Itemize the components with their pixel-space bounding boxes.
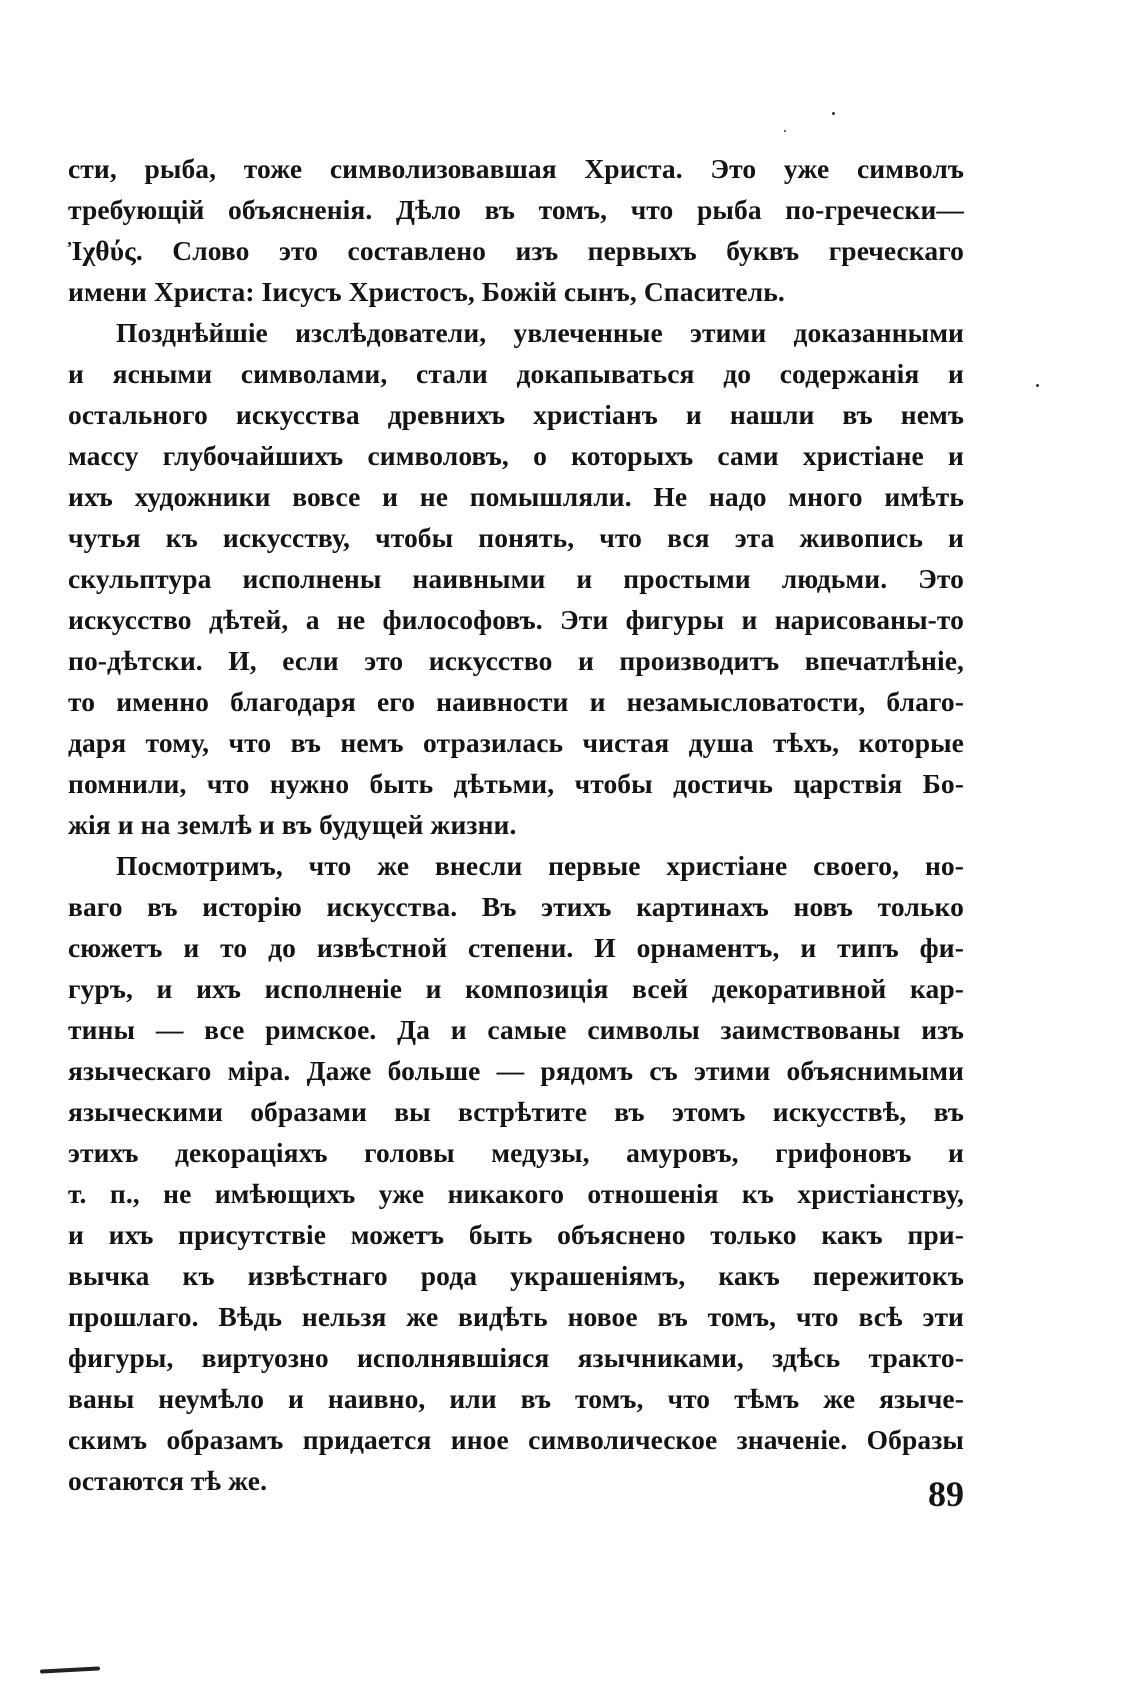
- text-line: и ихъ присутствіе можетъ быть объяснено только какъ при-: [68, 1219, 964, 1250]
- text-line: остаются тѣ же.: [68, 1465, 268, 1496]
- text-line: ихъ художники вовсе и не помышляли. Не надо много имѣть: [68, 481, 964, 512]
- print-speck: [784, 130, 786, 132]
- print-smudge: [40, 1666, 100, 1673]
- text-line: гуръ, и ихъ исполненіе и композиція всей декоративной кар-: [68, 973, 964, 1004]
- text-line: вычка къ извѣстнаго рода украшеніямъ, какъ пережитокъ: [68, 1260, 964, 1291]
- text-line: скимъ образамъ придается иное символическое значеніе. Образы: [68, 1424, 964, 1455]
- text-line: т. п., не имѣющихъ уже никакого отношенія къ христіанству,: [68, 1178, 964, 1209]
- text-line: чутья къ искусству, чтобы понять, что вся эта живопись и: [68, 522, 964, 553]
- body-text: [68, 148, 964, 1501]
- text-line: даря тому, что въ немъ отразилась чистая душа тѣхъ, которые: [68, 727, 964, 758]
- text-line: Посмотримъ, что же внесли первые христіане своего, но-: [116, 850, 964, 881]
- text-line: фигуры, виртуозно исполнявшіяся язычниками, здѣсь тракто-: [68, 1342, 964, 1373]
- print-speck: [832, 112, 835, 115]
- text-line: сюжетъ и то до извѣстной степени. И орнаментъ, и типъ фи-: [68, 932, 964, 963]
- text-line: этихъ декораціяхъ головы медузы, амуровъ, грифоновъ и: [68, 1137, 964, 1168]
- text-line: по-дѣтски. И, если это искусство и производитъ впечатлѣніе,: [68, 645, 964, 676]
- text-line: жія и на землѣ и въ будущей жизни.: [68, 809, 517, 840]
- text-line: то именно благодаря его наивности и незамысловатости, благо-: [68, 686, 964, 717]
- text-line: требующій объясненія. Дѣло въ томъ, что рыба по-гречески—: [68, 194, 964, 225]
- text-line: языческаго міра. Даже больше — рядомъ съ этими объяснимыми: [68, 1055, 964, 1086]
- text-line: Позднѣйшіе изслѣдователи, увлеченные этими доказанными: [116, 317, 964, 348]
- text-line: сти, рыба, тоже символизовавшая Христа. Это уже символъ: [68, 153, 964, 184]
- text-line: остального искусства древнихъ христіанъ и нашли въ немъ: [68, 399, 964, 430]
- text-line: помнили, что нужно быть дѣтьми, чтобы достичь царствія Бо-: [68, 768, 964, 799]
- text-line: искусство дѣтей, а не философовъ. Эти фигуры и нарисованы-то: [68, 604, 964, 635]
- text-line: имени Христа: Іисусъ Христосъ, Божій сынъ, Спаситель.: [68, 276, 785, 307]
- text-line: ваны неумѣло и наивно, или въ томъ, что тѣмъ же языче-: [68, 1383, 964, 1414]
- text-line: скульптура исполнены наивными и простыми людьми. Это: [68, 563, 964, 594]
- print-speck: [1036, 384, 1039, 387]
- text-line: тины — все римское. Да и самые символы заимствованы изъ: [68, 1014, 964, 1045]
- text-line: ваго въ исторію искусства. Въ этихъ картинахъ новъ только: [68, 891, 964, 922]
- text-line: массу глубочайшихъ символовъ, о которыхъ сами христіане и: [68, 440, 964, 471]
- text-line: и ясными символами, стали докапываться до содержанія и: [68, 358, 964, 389]
- text-line: Ἰχθύς. Слово это составлено изъ первыхъ буквъ греческаго: [68, 235, 964, 266]
- page-number: 89: [928, 1474, 964, 1514]
- text-line: прошлаго. Вѣдь нельзя же видѣть новое въ томъ, что всѣ эти: [68, 1301, 964, 1332]
- text-line: языческими образами вы встрѣтите въ этомъ искусствѣ, въ: [68, 1096, 964, 1127]
